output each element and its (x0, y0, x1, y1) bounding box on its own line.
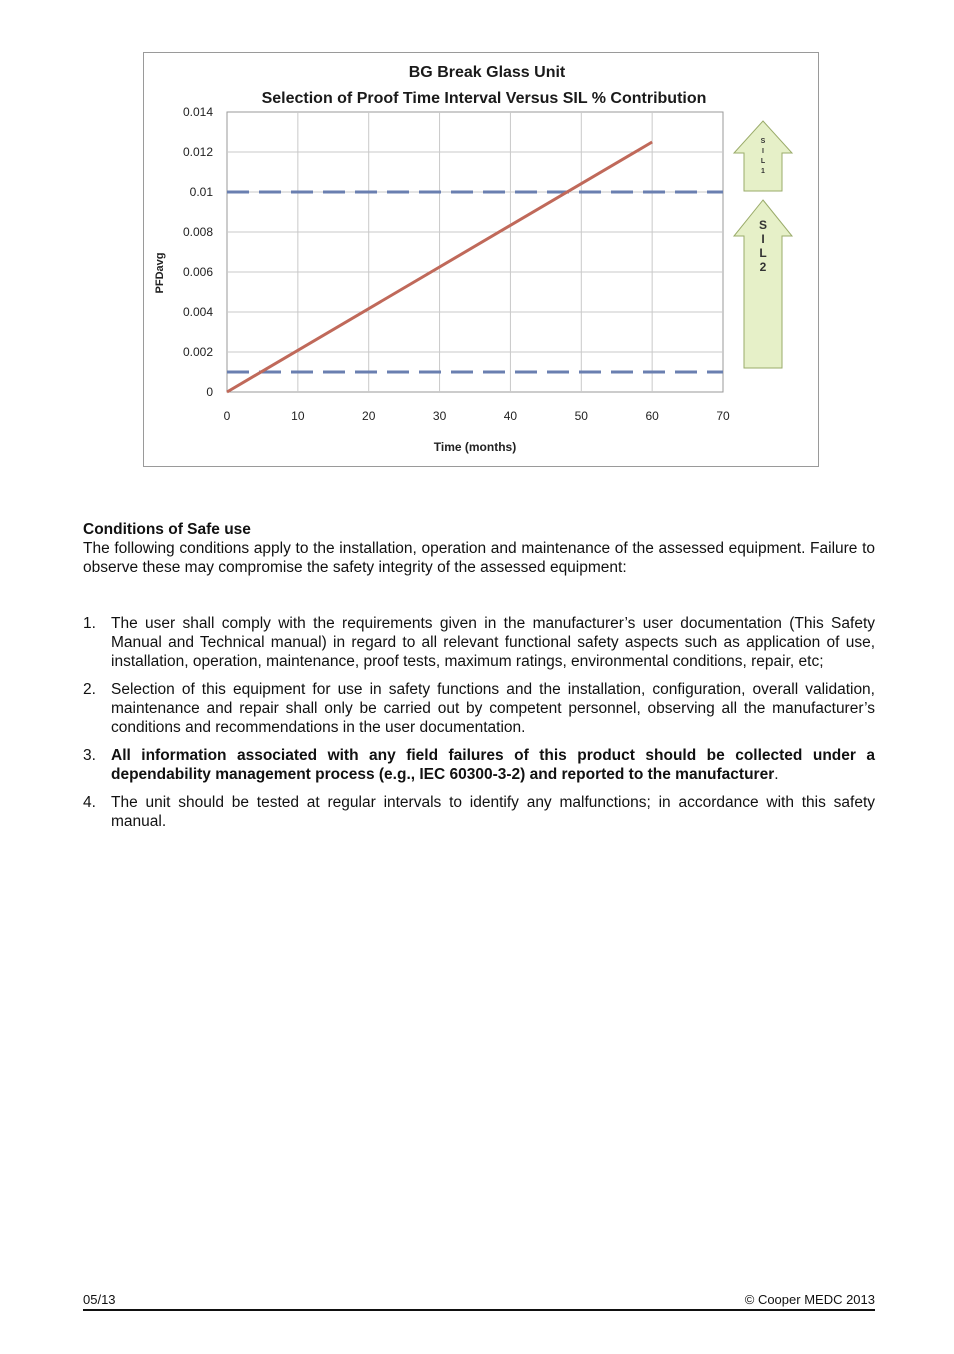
x-axis-label: Time (months) (433, 440, 517, 454)
page-footer (83, 1292, 875, 1311)
condition-text: The unit should be tested at regular intervals to identify any malfunctions; in accordance with this safety manual. (111, 794, 875, 830)
y-tick-label: 0.014 (182, 105, 213, 119)
conditions-list (83, 614, 875, 840)
condition-text: The user shall comply with the requirements given in the manufacturer’s user documentation (This Safety Manual and Technical manual) in regard to all relevant functional safety aspects such as application of use, installation, operation, maintenance, proof tests, maximum ratings, environmental conditions, repair, etc; (111, 615, 875, 670)
y-tick-label: 0.006 (182, 265, 213, 279)
x-tick-label: 40 (503, 409, 518, 423)
y-tick-label: 0 (206, 385, 213, 399)
sil-arrow-letter: 1 (761, 168, 765, 175)
condition-text: Selection of this equipment for use in safety functions and the installation, configuration, overall validation, maintenance and repair shall only be carried out by competent personnel, observing all the manufacturer’s conditions and recommendations in the user documentation. (111, 681, 875, 736)
y-tick-label: 0.012 (182, 145, 213, 159)
x-tick-label: 0 (223, 409, 231, 423)
plot-area (227, 112, 723, 392)
conditions-intro: The following conditions apply to the installation, operation and maintenance of the assessed equipment. Failure to observe these may compromise the safety integrity of the assessed equipment: (83, 540, 875, 576)
footer-date: 05/13 (83, 1292, 116, 1307)
x-tick-label: 10 (291, 409, 305, 423)
sil1-arrow-icon (734, 121, 792, 191)
sil-arrow-letter: L (759, 246, 767, 260)
pfd-chart (143, 52, 819, 467)
sil-arrow-letter: I (761, 232, 765, 246)
condition-item (83, 614, 875, 671)
x-tick-label: 70 (716, 409, 730, 423)
condition-item (83, 680, 875, 737)
condition-number: 2. (83, 681, 96, 698)
chart-title: BG Break Glass Unit (408, 64, 566, 81)
condition-item (83, 746, 875, 784)
sil-arrow-letter: I (762, 148, 764, 155)
x-tick-label: 20 (362, 409, 376, 423)
chart-svg (144, 53, 820, 468)
sil-arrow-letter: L (760, 158, 766, 165)
y-tick-label: 0.004 (182, 305, 213, 319)
conditions-heading: Conditions of Safe use (83, 521, 251, 538)
chart-subtitle: Selection of Proof Time Interval Versus SIL % Contribution (261, 90, 707, 107)
condition-text-tail: . (774, 766, 779, 783)
x-tick-label: 30 (432, 409, 447, 423)
y-tick-label: 0.01 (189, 185, 213, 199)
condition-item (83, 793, 875, 831)
y-tick-label: 0.008 (182, 225, 213, 239)
x-tick-label: 60 (645, 409, 659, 423)
y-axis-label: PFDavg (154, 252, 166, 294)
condition-number: 4. (83, 794, 96, 811)
sil-arrow-letter: S (760, 138, 766, 145)
condition-number: 3. (83, 747, 96, 764)
condition-number: 1. (83, 615, 96, 632)
sil-arrow-letter: S (758, 218, 768, 232)
footer-copyright: © Cooper MEDC 2013 (744, 1292, 875, 1307)
sil-arrow-letter: 2 (759, 260, 767, 274)
x-tick-label: 50 (574, 409, 588, 423)
condition-text-bold: All information associated with any field failures of this product should be collected under a dependability management process (e.g., IEC 60300-3-2) and reported to the manufacturer (111, 747, 875, 783)
y-tick-label: 0.002 (182, 345, 213, 359)
